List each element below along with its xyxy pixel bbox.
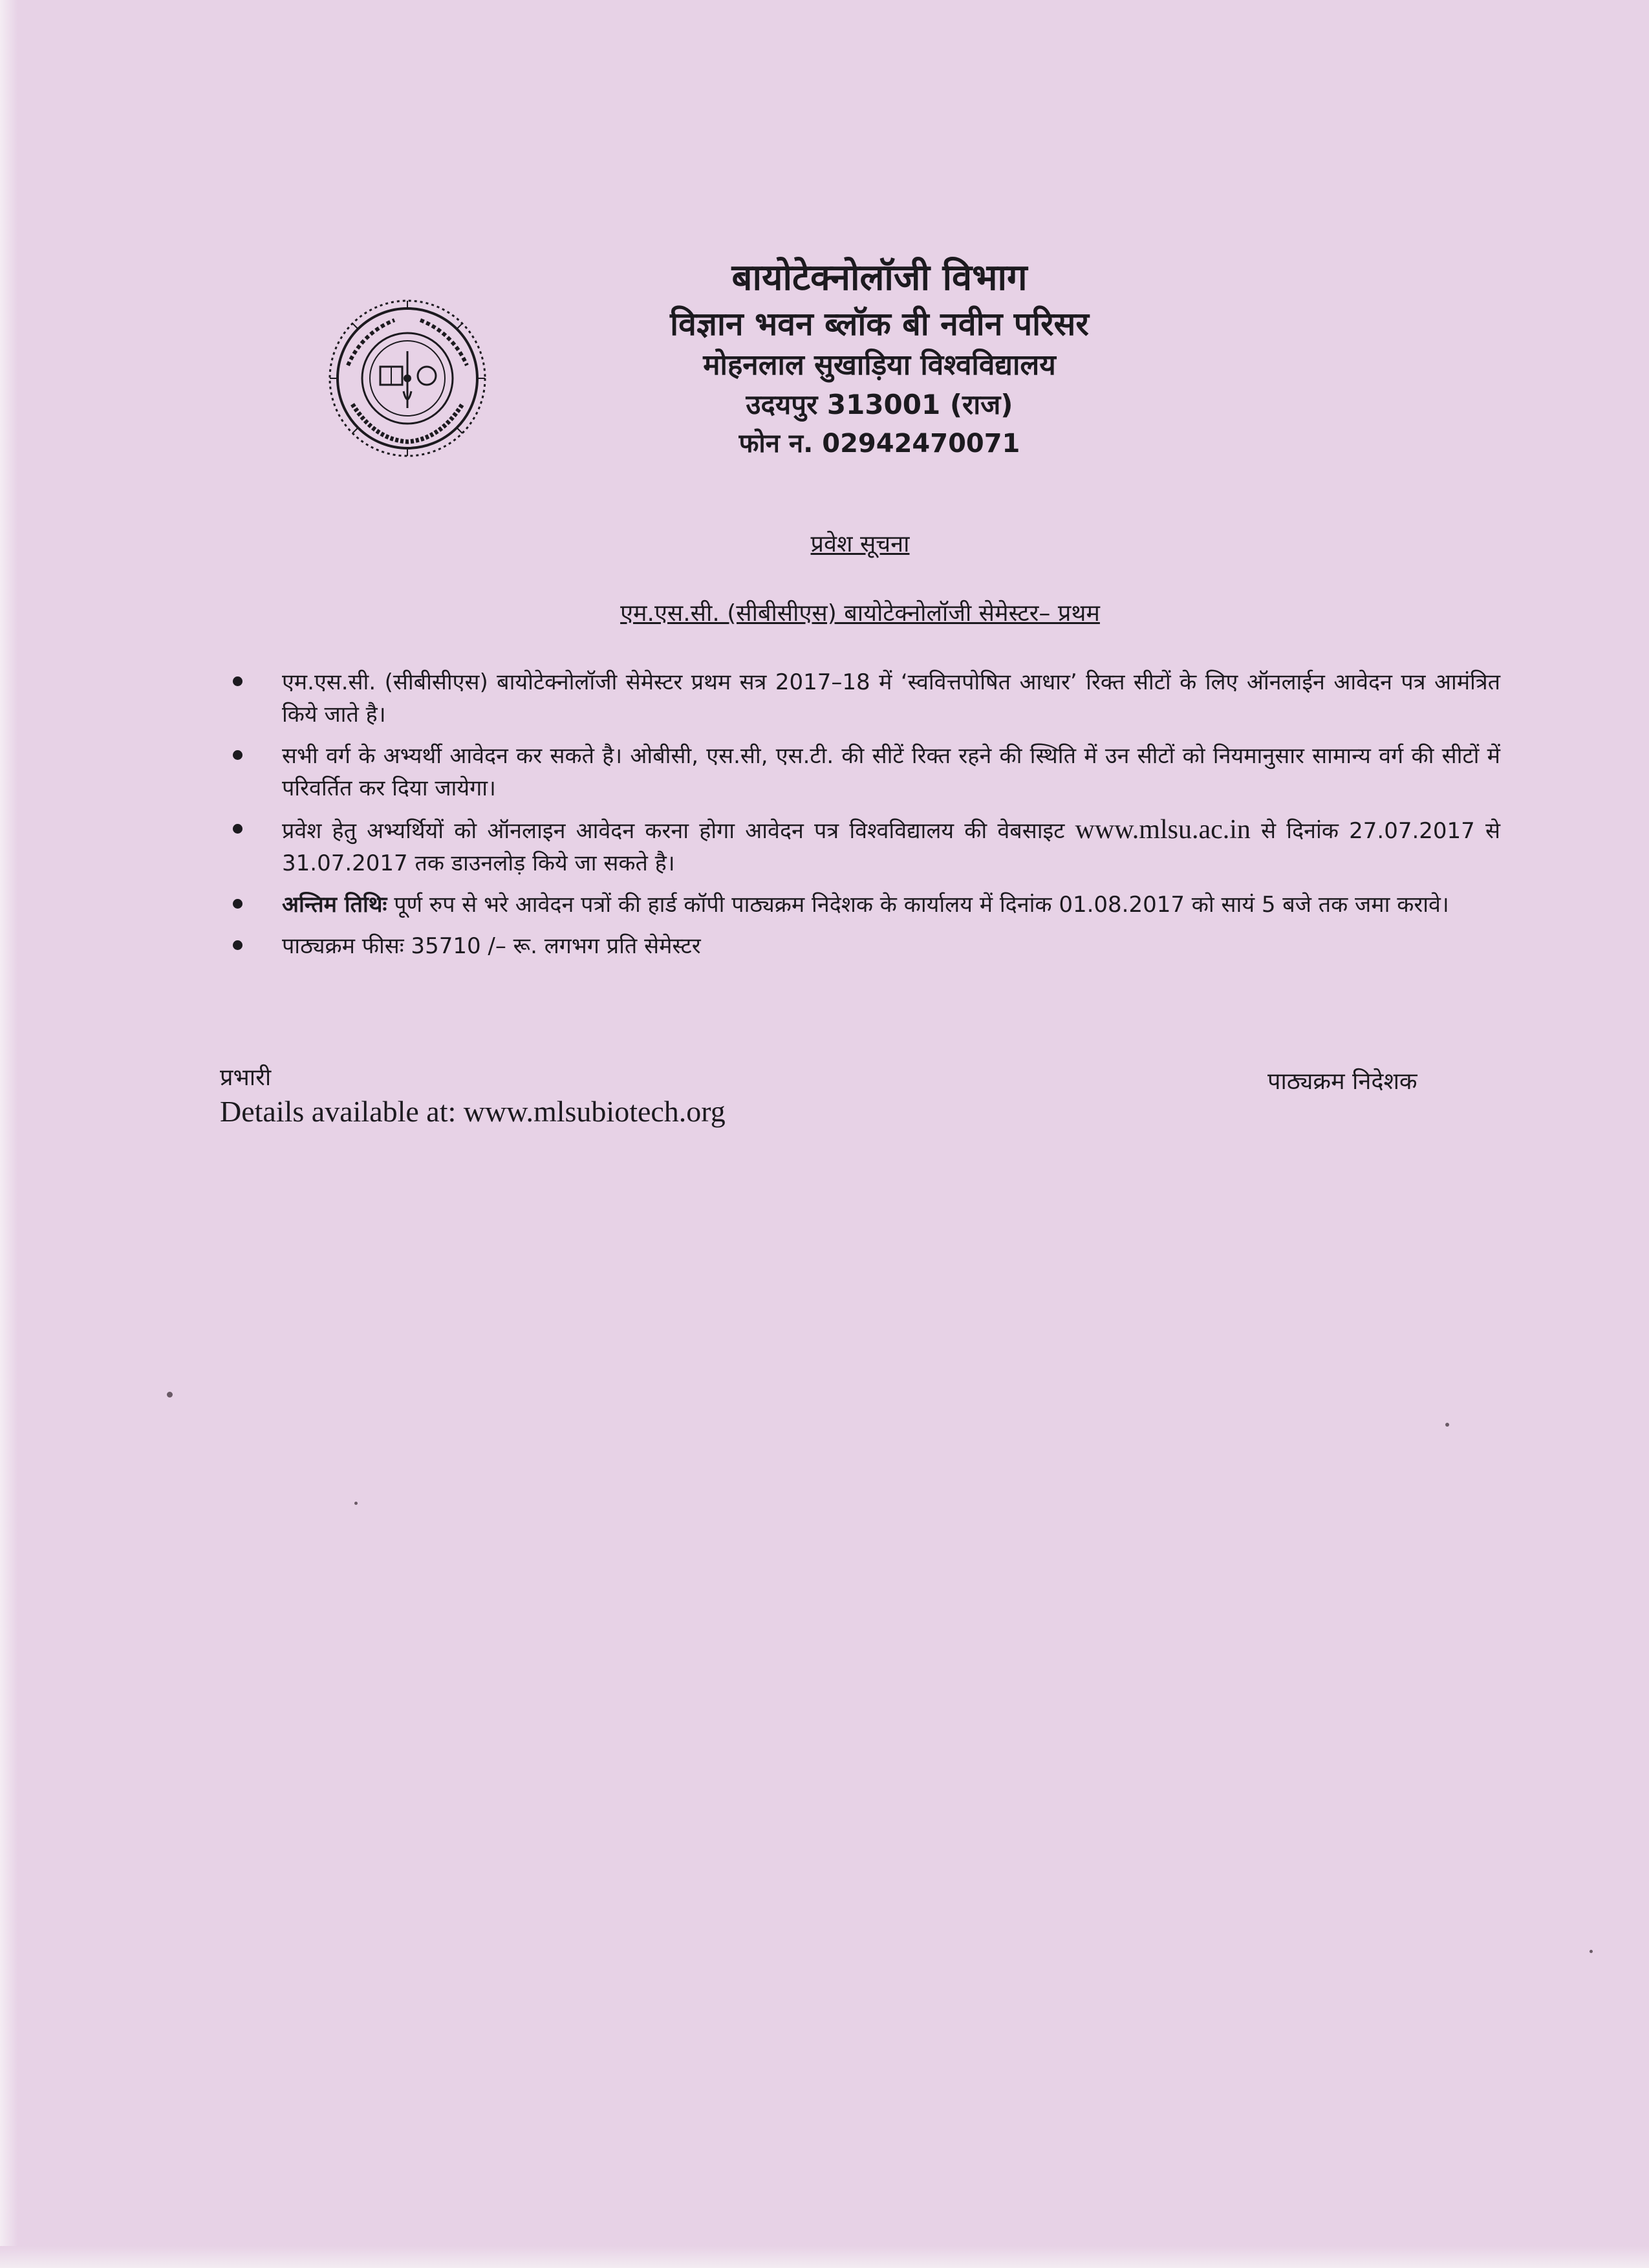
- bullet-text: सभी वर्ग के अभ्यर्थी आवेदन कर सकते है। ओबीसी, एस.सी, एस.टी. की सीटें रिक्त रहने की स्थिति में उन सीटों को नियमानुसार सामान्य वर्ग की सीटों में परिवर्तित कर दिया जायेगा।: [282, 743, 1500, 801]
- details-website: Details available at: www.mlsubiotech.org: [220, 1095, 726, 1128]
- list-item: [233, 889, 1500, 921]
- department-name: बायोटेक्नोलॉजी विभाग: [731, 257, 1028, 299]
- university-seal-icon: [323, 294, 491, 462]
- paper-speck: [1590, 1950, 1593, 1953]
- incharge-signature-label: प्रभारी: [220, 1064, 272, 1091]
- building-address: विज्ञान भवन ब्लॉक बी नवीन परिसर: [670, 305, 1089, 343]
- city-pincode: उदयपुर 313001 (राज): [746, 389, 1013, 420]
- letterhead: [550, 254, 1209, 463]
- paper-speck: [354, 1502, 358, 1505]
- page-left-edge: [0, 0, 18, 2268]
- bullet-text: पूर्ण रुप से भरे आवेदन पत्रों की हार्ड कॉपी पाठ्यक्रम निदेशक के कार्यालय में दिनांक 01.08.2017 को सायं 5 बजे तक जमा करावे।: [387, 892, 1449, 918]
- bullet-icon: [233, 676, 242, 686]
- notice-title: प्रवेश सूचना: [810, 531, 910, 557]
- bullet-icon: [233, 899, 242, 909]
- paper-speck: [167, 1392, 173, 1398]
- list-item: [233, 740, 1500, 805]
- bullet-text: एम.एस.सी. (सीबीसीएस) बायोटेक्नोलॉजी सेमेस्टर प्रथम सत्र 2017–18 में ‘स्ववित्तपोषित आधार’ रिक्त सीटों के लिए ऑनलाईन आवेदन पत्र आमंत्रित किये जाते है।: [282, 669, 1500, 728]
- university-name: मोहनलाल सुखाड़िया विश्वविद्यालय: [703, 349, 1056, 382]
- course-director-label: पाठ्यक्रम निदेशक: [1267, 1068, 1417, 1095]
- bullet-icon: [233, 750, 242, 760]
- course-title: एम.एस.सी. (सीबीसीएस) बायोटेक्नोलॉजी सेमेस्टर– प्रथम: [620, 600, 1100, 627]
- bullet-text: पाठ्यक्रम फीसः 35710 /– रू. लगभग प्रति सेमेस्टर: [282, 933, 701, 959]
- paper-speck: [1445, 1423, 1449, 1427]
- university-website: www.mlsu.ac.in: [1075, 815, 1251, 845]
- list-item: [233, 814, 1500, 880]
- page-bottom-edge: [0, 2246, 1649, 2268]
- last-date-label: अन्तिम तिथिः: [282, 892, 387, 918]
- bullet-text: प्रवेश हेतु अभ्यर्थियों को ऑनलाइन आवेदन करना होगा आवेदन पत्र विश्वविद्यालय की वेबसाइट: [282, 818, 1075, 844]
- list-item: [233, 666, 1500, 731]
- bullet-icon: [233, 824, 242, 834]
- notice-points: [233, 666, 1500, 971]
- list-item: [233, 930, 1500, 962]
- bullet-text: से दिनांक 27.07.2017 से 31.07.2017 तक डाउनलोड़ किये जा सकते है।: [282, 818, 1500, 876]
- phone-number: फोन न. 02942470071: [738, 429, 1020, 459]
- bullet-icon: [233, 940, 242, 950]
